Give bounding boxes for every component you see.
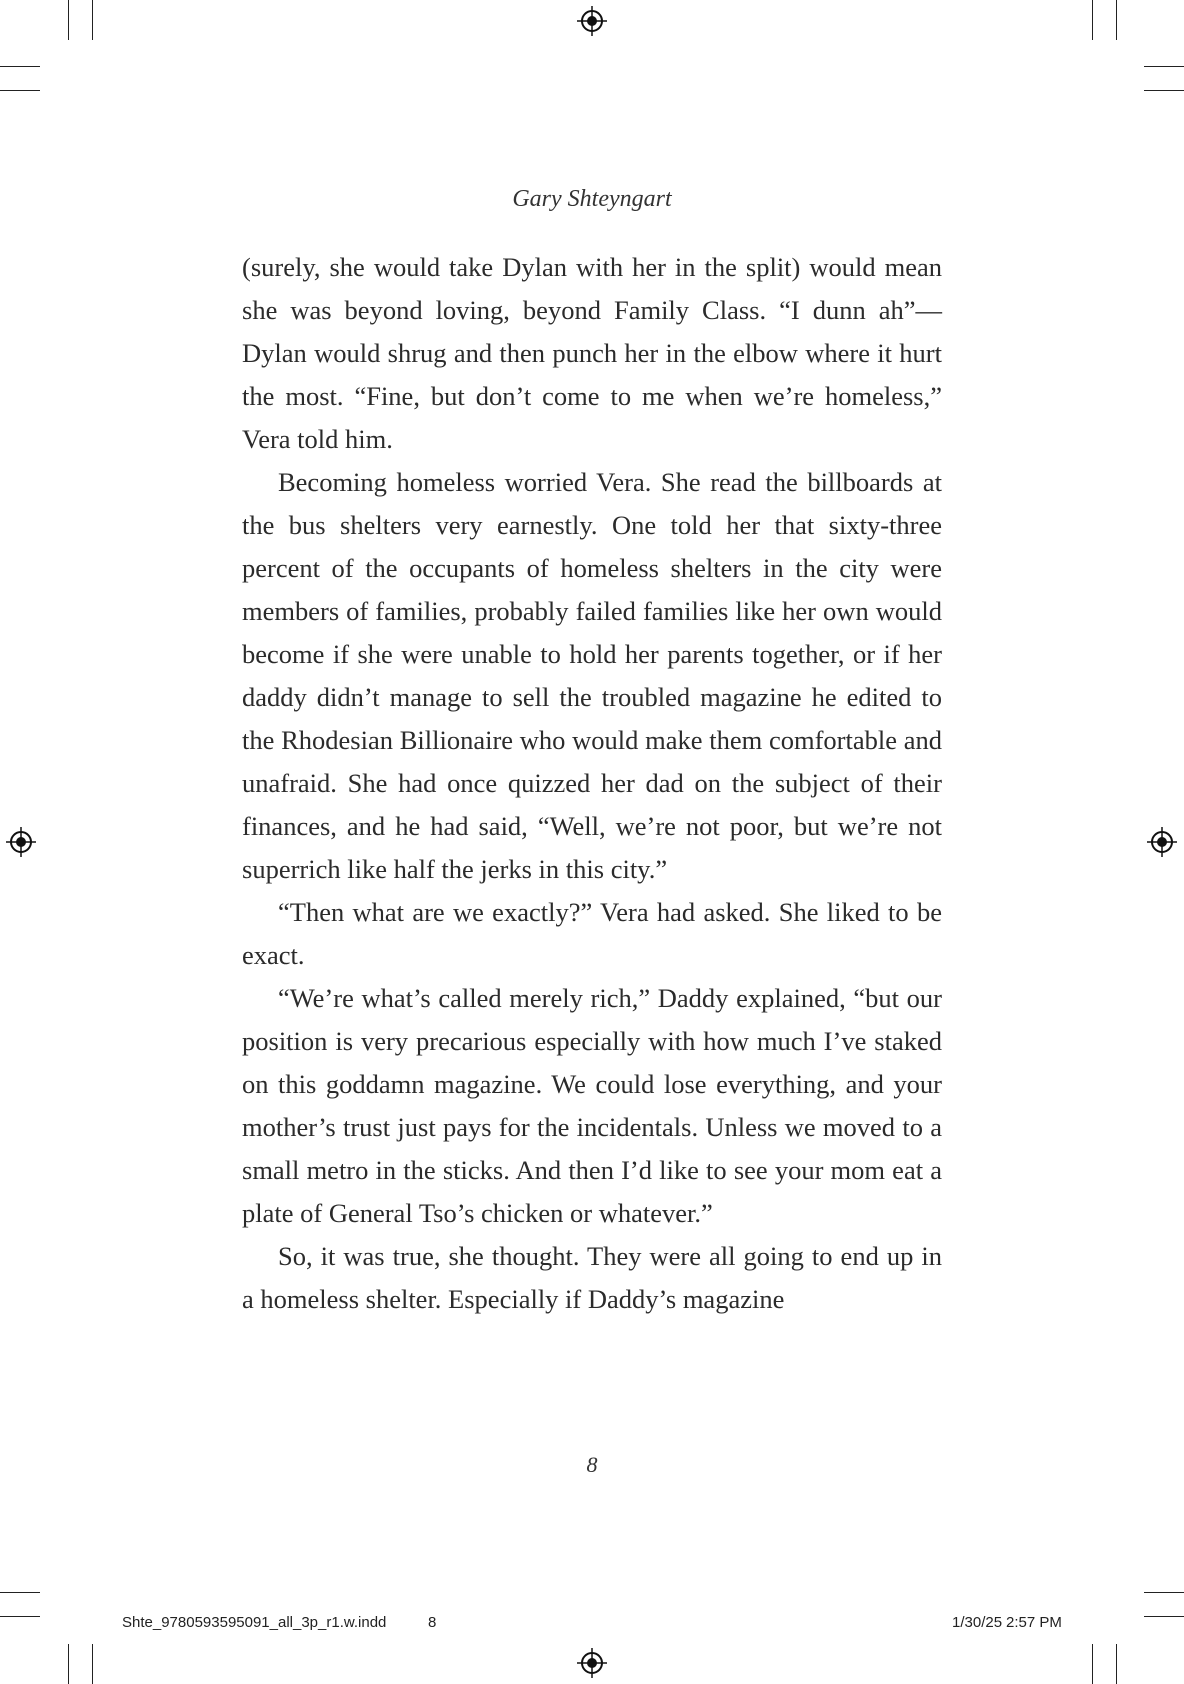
registration-mark-icon bbox=[577, 6, 607, 36]
body-text bbox=[242, 246, 942, 1321]
slug-date: 1/30/25 bbox=[952, 1614, 1003, 1631]
crop-mark bbox=[0, 90, 40, 91]
crop-mark bbox=[1144, 1616, 1184, 1617]
paragraph: “We’re what’s called merely rich,” Daddy explained, “but our position is very precarious especially with how much I’ve staked on this goddamn magazine. We could lose everything, and your mother’s trust just pays for the incidentals. Unless we moved to a small metro in the sticks. And then I’d like to see your mom eat a plate of General Tso’s chicken or whatever.” bbox=[242, 983, 942, 1228]
crop-mark bbox=[68, 0, 69, 40]
crop-mark bbox=[1144, 1592, 1184, 1593]
registration-mark-icon bbox=[1147, 827, 1177, 857]
crop-mark bbox=[1116, 0, 1117, 40]
crop-mark bbox=[1116, 1644, 1117, 1684]
crop-mark bbox=[1092, 0, 1093, 40]
crop-mark bbox=[0, 66, 40, 67]
page-number: 8 bbox=[586, 1452, 598, 1477]
registration-mark-icon bbox=[6, 827, 36, 857]
slug-filename: Shte_9780593595091_all_3p_r1.w.indd bbox=[122, 1614, 387, 1631]
crop-mark bbox=[68, 1644, 69, 1684]
crop-mark bbox=[1144, 66, 1184, 67]
paragraph: Becoming homeless worried Vera. She read the billboards at the bus shelters very earnestly. One told her that sixty-three percent of the occupants of homeless shelters in the city were members of families, probably failed families like her own would become if she were unable to hold her parents together, or if her daddy didn’t manage to sell the troubled magazine he edited to the Rhodesian Billionaire who would make them comfortable and unafraid. She had once quizzed her dad on the subject of their finances, and he had said, “Well, we’re not poor, but we’re not superrich like half the jerks in this city.” bbox=[242, 467, 942, 884]
paragraph: So, it was true, she thought. They were all going to end up in a homeless shelter. Especially if Daddy’s magazine bbox=[242, 1241, 942, 1314]
paragraph: “Then what are we exactly?” Vera had asked. She liked to be exact. bbox=[242, 897, 942, 970]
crop-mark bbox=[0, 1616, 40, 1617]
registration-mark-icon bbox=[577, 1648, 607, 1678]
crop-mark bbox=[92, 1644, 93, 1684]
paragraph: (surely, she would take Dylan with her in the split) would mean she was beyond loving, beyond Family Class. “I dunn ah”—Dylan would shrug and then punch her in the elbow where it hurt the most. “Fine, but don’t come to me when we’re homeless,” Vera told him. bbox=[242, 252, 942, 454]
running-head: Gary Shteyngart bbox=[512, 186, 672, 212]
crop-mark bbox=[1144, 90, 1184, 91]
crop-mark bbox=[92, 0, 93, 40]
crop-mark bbox=[0, 1592, 40, 1593]
slug-page: 8 bbox=[428, 1614, 437, 1631]
crop-mark bbox=[1092, 1644, 1093, 1684]
slug-time: 2:57 PM bbox=[1006, 1614, 1062, 1631]
